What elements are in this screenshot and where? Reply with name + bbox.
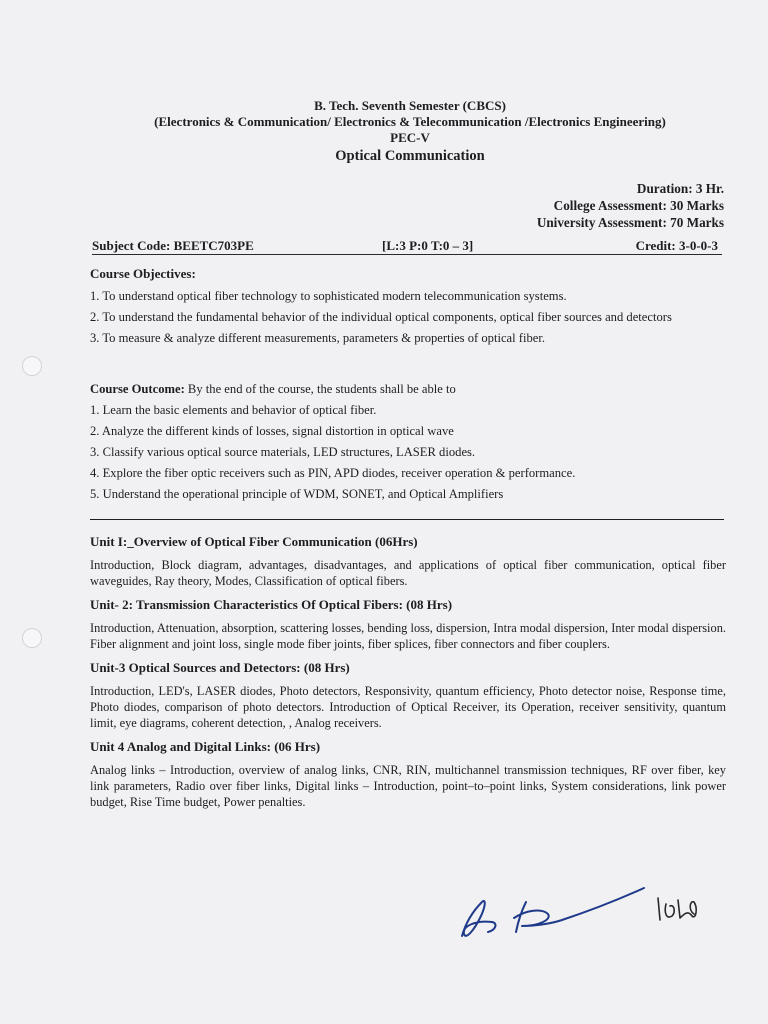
lecture-pattern: [L:3 P:0 T:0 – 3] (382, 238, 474, 253)
signature-mark (658, 898, 696, 920)
outcome-intro-line (90, 381, 726, 397)
handwritten-signatures (452, 870, 712, 950)
credit: Credit: 3-0-0-3 (635, 238, 718, 253)
assessment-block (537, 180, 724, 231)
unit-block (90, 597, 726, 652)
objective-item: 3. To measure & analyze different measurements, parameters & properties of optical fiber. (90, 331, 546, 345)
semester-line: B. Tech. Seventh Semester (CBCS) (314, 98, 506, 113)
units-section (90, 534, 726, 818)
objective-item: 1. To understand optical fiber technology to sophisticated modern telecommunication systems. (90, 289, 567, 303)
subject-underline (92, 254, 722, 255)
unit-block (90, 534, 726, 589)
objectives-heading: Course Objectives: (90, 266, 196, 281)
punch-hole (22, 628, 42, 648)
unit-title: Unit-3 Optical Sources and Detectors: (08 Hrs) (90, 660, 350, 675)
university-assessment: University Assessment: 70 Marks (536, 215, 724, 230)
unit-title: Unit 4 Analog and Digital Links: (06 Hrs) (90, 739, 321, 754)
elective-code: PEC-V (390, 130, 430, 145)
outcome-item: 3. Classify various optical source materials, LED structures, LASER diodes. (90, 445, 476, 459)
document-header (0, 98, 768, 164)
unit-block (90, 660, 726, 731)
subject-code: Subject Code: BEETC703PE (92, 238, 254, 253)
unit-body: Introduction, Attenuation, absorption, scattering losses, bending loss, dispersion, Intra modal dispersion, Inter modal dispersion. Fiber alignment and joint loss, single mode fiber joints, fiber splices, fiber connectors and fiber couplers. (90, 621, 726, 651)
college-assessment: College Assessment: 30 Marks (553, 198, 724, 213)
unit-block (90, 739, 726, 810)
course-title: Optical Communication (335, 148, 485, 164)
subject-row (92, 236, 722, 258)
unit-body: Introduction, Block diagram, advantages, disadvantages, and applications of optical fiber communication, optical fiber waveguides, Ray theory, Modes, Classification of optical fibers. (90, 558, 726, 588)
unit-body: Introduction, LED's, LASER diodes, Photo detectors, Responsivity, quantum efficiency, Photo detector noise, Response time, Photo diodes, comparison of photo detectors. Introduction of Optical Receiver, its Operation, receiver sensitivity, quantum limit, eye diagrams, coherent detection, , Analog receivers. (90, 684, 726, 730)
unit-title: Unit- 2: Transmission Characteristics Of Optical Fibers: (08 Hrs) (90, 597, 453, 612)
course-objectives (90, 266, 726, 351)
unit-title: Unit I:_Overview of Optical Fiber Communication (06Hrs) (90, 534, 418, 549)
outcome-heading: Course Outcome: (90, 382, 185, 396)
outcome-intro: By the end of the course, the students shall be able to (184, 382, 456, 396)
signature-mark (462, 901, 495, 936)
duration: Duration: 3 Hr. (636, 181, 724, 196)
section-divider (90, 519, 724, 520)
outcome-item: 1. Learn the basic elements and behavior of optical fiber. (90, 403, 377, 417)
punch-hole (22, 356, 42, 376)
course-outcomes (90, 381, 726, 507)
unit-body: Analog links – Introduction, overview of analog links, CNR, RIN, multichannel transmission techniques, RF over fiber, key link parameters, Radio over fiber links, Digital links – Introduction, point–to–point links, System considerations, link power budget, Rise Time budget, Power penalties. (90, 763, 726, 809)
signature-mark (514, 888, 644, 932)
outcome-item: 5. Understand the operational principle of WDM, SONET, and Optical Amplifiers (90, 487, 504, 501)
outcome-item: 4. Explore the fiber optic receivers such as PIN, APD diodes, receiver operation & performance. (90, 466, 576, 480)
outcome-item: 2. Analyze the different kinds of losses, signal distortion in optical wave (90, 424, 454, 438)
branch-line: (Electronics & Communication/ Electronics & Telecommunication /Electronics Engineering) (154, 114, 666, 129)
objective-item: 2. To understand the fundamental behavior of the individual optical components, optical fiber sources and detectors (90, 310, 672, 324)
